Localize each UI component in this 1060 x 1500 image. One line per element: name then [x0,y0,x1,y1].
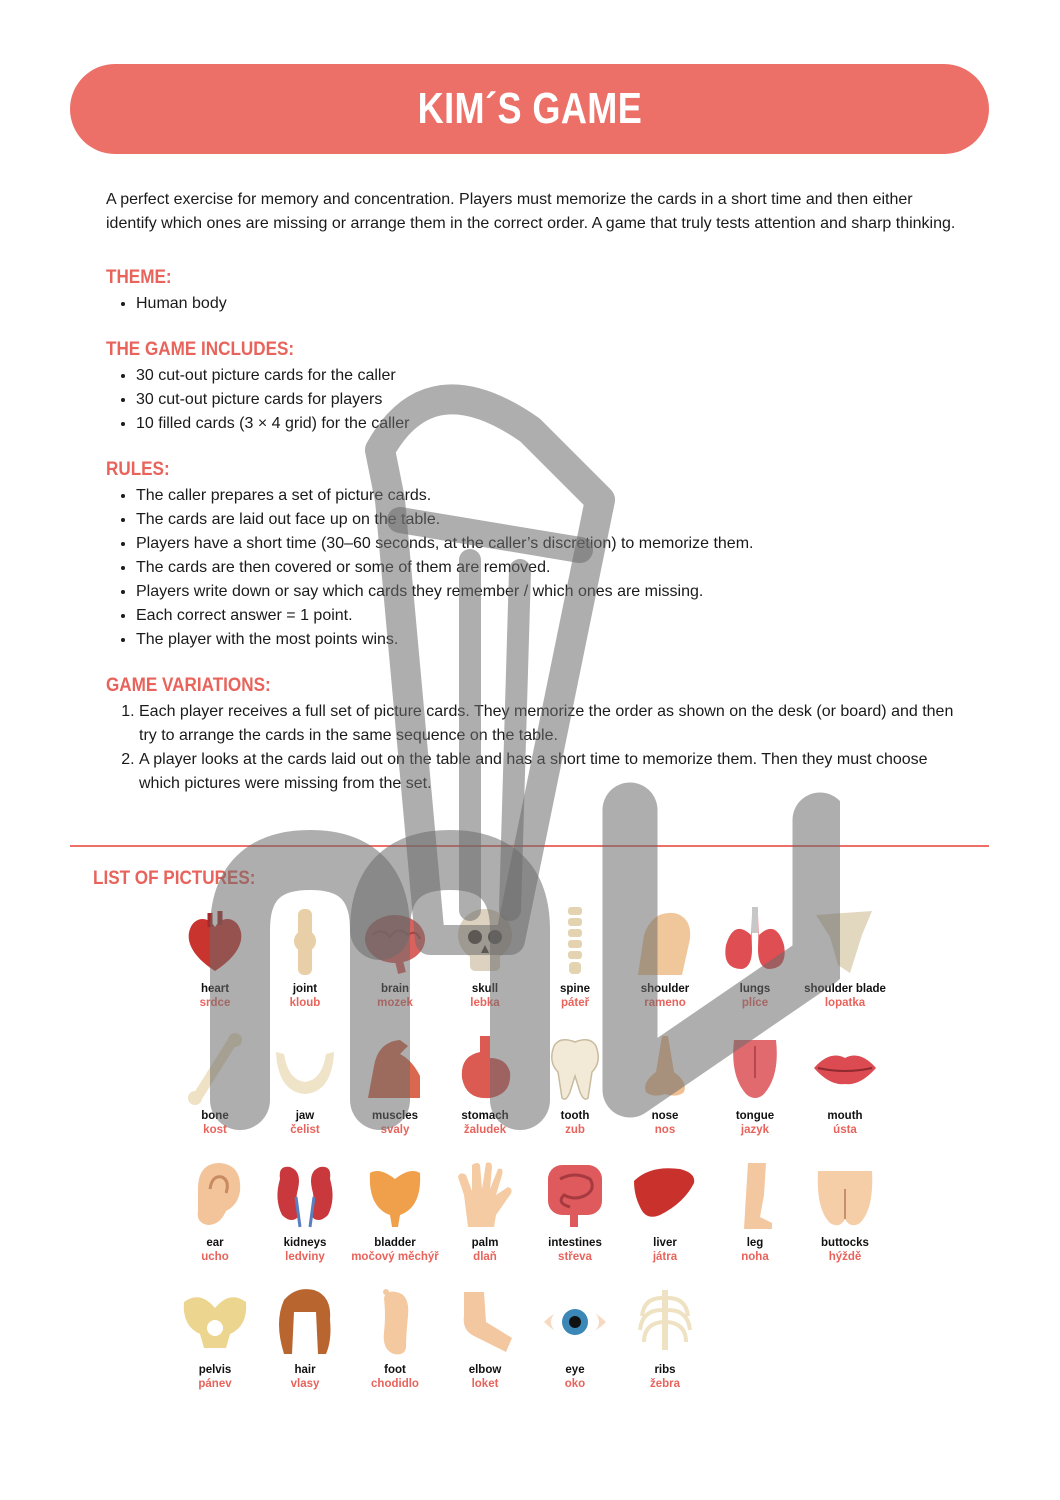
picture-label-en: bone [201,1110,229,1122]
picture-label-en: mouth [827,1110,863,1122]
picture-label-cz: hýždě [828,1251,862,1263]
section-divider [70,845,989,847]
bladder-icon [356,1154,434,1236]
rules-heading: RULES: [106,459,170,480]
picture-card [800,1154,890,1281]
picture-label-cz: páteř [560,997,590,1009]
picture-label-cz: močový měchýř [351,1251,439,1263]
pictures-row [170,1154,890,1281]
picture-label-en: stomach [461,1110,509,1122]
palm-icon [446,1154,524,1236]
list-item: • Players have a short time (30–60 seconds, at the caller’s discretion) to memorize them. [136,532,966,556]
tooth-icon [536,1027,614,1109]
list-item: • 30 cut-out picture cards for players [136,388,966,412]
picture-card [350,900,440,1027]
lungs-icon [716,900,794,982]
shoulder-icon [626,900,704,982]
picture-card [620,1027,710,1154]
stomach-icon [446,1027,524,1109]
includes-list [106,364,966,436]
picture-label-en: hair [294,1364,316,1376]
picture-card [170,900,260,1027]
picture-label-cz: mozek [377,997,413,1009]
picture-label-en: ear [206,1237,224,1249]
leg-icon [716,1154,794,1236]
picture-card [170,1027,260,1154]
picture-label-cz: zub [565,1124,585,1136]
picture-label-en: muscles [371,1110,419,1122]
picture-label-cz: jazyk [740,1124,770,1136]
picture-card [440,1027,530,1154]
picture-label-cz: lebka [470,997,500,1009]
nose-icon [626,1027,704,1109]
picture-label-en: heart [200,983,230,995]
skull-icon [446,900,524,982]
picture-label-cz: svaly [380,1124,410,1136]
picture-label-cz: nos [654,1124,676,1136]
pictures-row [170,1027,890,1154]
picture-card [710,1154,800,1281]
picture-label-cz: kloub [289,997,321,1009]
list-item: 2. A player looks at the cards laid out on the table and has a short time to memorize them. Then they must choose which pictures were missing from the set. [139,748,966,796]
theme-section [106,266,966,316]
hair-icon [266,1281,344,1363]
picture-card [620,900,710,1027]
picture-label-en: liver [653,1237,677,1249]
picture-label-cz: rameno [644,997,686,1009]
picture-label-cz: játra [652,1251,678,1263]
picture-label-en: eye [565,1364,585,1376]
picture-card [170,1281,260,1408]
includes-heading: THE GAME INCLUDES: [106,339,295,360]
rules-section [106,458,966,652]
picture-label-en: bladder [374,1237,416,1249]
picture-label-en: shoulder blade [804,983,886,995]
joint-icon [266,900,344,982]
liver-icon [626,1154,704,1236]
picture-card [800,900,890,1027]
picture-card [620,1281,710,1408]
buttocks-icon [806,1154,884,1236]
list-item: • Human body [136,292,966,316]
picture-label-cz: střeva [558,1251,592,1263]
list-item: • 30 cut-out picture cards for the caller [136,364,966,388]
pelvis-icon [176,1281,254,1363]
theme-heading: THEME: [106,267,172,288]
spine-icon [536,900,614,982]
picture-card [440,900,530,1027]
variations-list [106,700,966,796]
picture-label-en: spine [559,983,591,995]
picture-label-en: shoulder [640,983,690,995]
picture-label-en: nose [651,1110,679,1122]
rules-list [106,484,966,652]
list-item: • The cards are laid out face up on the table. [136,508,966,532]
shoulder-blade-icon [806,900,884,982]
list-item: • 10 filled cards (3 × 4 grid) for the caller [136,412,966,436]
picture-label-en: pelvis [198,1364,232,1376]
picture-label-en: leg [746,1237,764,1249]
variations-heading: GAME VARIATIONS: [106,675,271,696]
picture-card [260,1281,350,1408]
picture-label-cz: chodidlo [371,1378,419,1390]
picture-label-en: joint [292,983,318,995]
jaw-icon [266,1027,344,1109]
picture-label-cz: lopatka [824,997,866,1009]
picture-label-cz: ledviny [285,1251,325,1263]
pictures-row [170,1281,890,1408]
picture-label-cz: noha [741,1251,769,1263]
foot-icon [356,1281,434,1363]
list-item: 1. Each player receives a full set of picture cards. They memorize the order as shown on the desk (or board) and then try to arrange the cards in the same sequence on the table. [139,700,966,748]
picture-card [350,1154,440,1281]
tongue-icon [716,1027,794,1109]
picture-card [260,900,350,1027]
elbow-icon [446,1281,524,1363]
picture-label-cz: loket [471,1378,499,1390]
list-item: • The cards are then covered or some of them are removed. [136,556,966,580]
picture-card [710,1027,800,1154]
picture-label-cz: ucho [201,1251,229,1263]
list-item: • The player with the most points wins. [136,628,966,652]
picture-label-en: jaw [295,1110,315,1122]
picture-label-en: skull [471,983,499,995]
picture-label-en: ribs [654,1364,676,1376]
mouth-icon [806,1027,884,1109]
picture-label-cz: plíce [741,997,769,1009]
bone-icon [176,1027,254,1109]
picture-label-en: palm [471,1237,499,1249]
eye-icon [536,1281,614,1363]
includes-section [106,338,966,436]
picture-card [350,1281,440,1408]
title-banner [70,64,989,154]
picture-card [170,1154,260,1281]
pictures-heading: LIST OF PICTURES: [93,868,256,889]
list-item: • Players write down or say which cards they remember / which ones are missing. [136,580,966,604]
ribs-icon [626,1281,704,1363]
picture-label-cz: čelist [290,1124,320,1136]
picture-card [620,1154,710,1281]
picture-label-cz: kost [203,1124,227,1136]
intestines-icon [536,1154,614,1236]
picture-card [530,900,620,1027]
ear-icon [176,1154,254,1236]
list-item: • Each correct answer = 1 point. [136,604,966,628]
picture-card [530,1154,620,1281]
pictures-row [170,900,890,1027]
pictures-grid [170,900,890,1408]
picture-label-en: brain [380,983,410,995]
muscles-icon [356,1027,434,1109]
picture-card [530,1027,620,1154]
picture-card [800,1027,890,1154]
picture-label-en: lungs [739,983,771,995]
picture-label-en: intestines [548,1237,602,1249]
picture-label-en: tooth [560,1110,590,1122]
variations-section [106,674,966,796]
picture-card [440,1154,530,1281]
intro-text: A perfect exercise for memory and concentration. Players must memorize the cards in a short time and then either identify which ones are missing or arrange them in the correct order. A game that truly tests attention and sharp thinking. [106,191,956,232]
heart-icon [176,900,254,982]
instructions [106,188,966,818]
picture-label-en: buttocks [821,1237,869,1249]
picture-label-cz: pánev [198,1378,232,1390]
page-title: KIM´S GAME [417,84,642,133]
theme-list [106,292,966,316]
picture-label-en: kidneys [283,1237,327,1249]
brain-icon [356,900,434,982]
picture-label-cz: žebra [649,1378,681,1390]
picture-label-en: elbow [468,1364,502,1376]
picture-card [260,1027,350,1154]
picture-card [530,1281,620,1408]
picture-label-cz: ústa [833,1124,857,1136]
picture-card [440,1281,530,1408]
picture-label-cz: srdce [199,997,231,1009]
picture-card [260,1154,350,1281]
picture-label-en: foot [384,1364,406,1376]
picture-label-cz: oko [564,1378,586,1390]
list-item: • The caller prepares a set of picture cards. [136,484,966,508]
picture-label-cz: žaludek [463,1124,507,1136]
picture-label-en: tongue [735,1110,775,1122]
picture-card [710,900,800,1027]
picture-label-cz: dlaň [473,1251,497,1263]
picture-label-cz: vlasy [290,1378,320,1390]
picture-card [350,1027,440,1154]
kidneys-icon [266,1154,344,1236]
